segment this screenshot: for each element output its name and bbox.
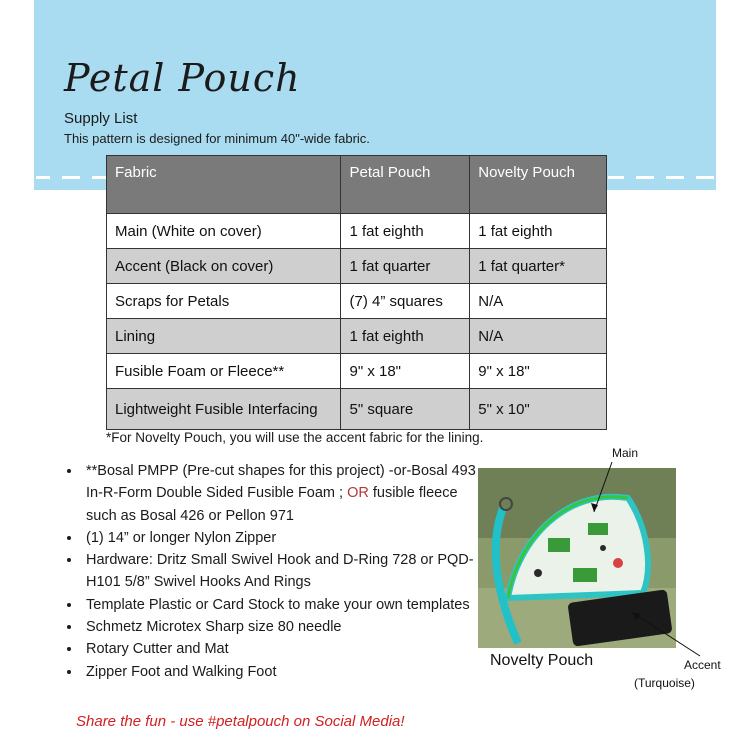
table-cell: Fusible Foam or Fleece**: [107, 354, 341, 389]
table-row: [107, 249, 607, 284]
table-footnote: *For Novelty Pouch, you will use the accent fabric for the lining.: [106, 430, 484, 445]
table-cell: 5" square: [341, 389, 470, 430]
table-header-row: [107, 156, 607, 214]
list-item-cutter: • Rotary Cutter and Mat: [82, 638, 492, 660]
supply-list: [62, 460, 492, 683]
table-row: [107, 319, 607, 354]
fabric-width-note: This pattern is designed for minimum 40"-wide fabric.: [64, 131, 370, 146]
label-turquoise: (Turquoise): [634, 676, 695, 690]
table-cell: 1 fat eighth: [470, 214, 607, 249]
dashed-line-segment: [636, 176, 654, 179]
table-cell: 1 fat quarter: [341, 249, 470, 284]
dashed-line-segment: [666, 176, 684, 179]
header-cell-petal-pouch: Petal Pouch: [341, 156, 470, 214]
dashed-line-segment: [36, 176, 50, 179]
list-item-bosal: [82, 460, 492, 527]
label-accent: Accent: [684, 658, 721, 672]
header-cell-novelty-pouch: Novelty Pouch: [470, 156, 607, 214]
list-item-zipper: • (1) 14” or longer Nylon Zipper: [82, 527, 492, 549]
table-cell: 5" x 10": [470, 389, 607, 430]
table-cell: 9" x 18": [470, 354, 607, 389]
dashed-line-segment: [92, 176, 106, 179]
supply-table: [106, 155, 607, 430]
or-text: OR: [347, 485, 369, 502]
photo-caption: Novelty Pouch: [490, 652, 594, 669]
dashed-line-segment: [62, 176, 80, 179]
table-cell: N/A: [470, 284, 607, 319]
table-cell: (7) 4” squares: [341, 284, 470, 319]
list-item-feet: • Zipper Foot and Walking Foot: [82, 661, 492, 683]
dashed-line-segment: [608, 176, 624, 179]
table-cell: 1 fat eighth: [341, 319, 470, 354]
table-cell: Scraps for Petals: [107, 284, 341, 319]
header-cell-fabric: Fabric: [107, 156, 341, 214]
table-cell: 1 fat eighth: [341, 214, 470, 249]
page-title: Petal Pouch: [64, 56, 301, 100]
table-row: [107, 284, 607, 319]
dashed-line-segment: [696, 176, 714, 179]
table-cell: Lining: [107, 319, 341, 354]
share-tagline: Share the fun - use #petalpouch on Social Media!: [76, 713, 405, 730]
table-cell: Lightweight Fusible Interfacing: [107, 389, 341, 430]
table-cell: N/A: [470, 319, 607, 354]
bosal-text: **Bosal PMPP (Pre-cut shapes for this project) -or-Bosal 493 In-R-Form Double Sided Fusible Foam ;: [86, 463, 476, 502]
table-cell: Accent (Black on cover): [107, 249, 341, 284]
bosal-text-cont: fusible fleece such as Bosal 426 or Pellon 971: [86, 485, 458, 524]
label-main: Main: [612, 446, 639, 460]
list-item-needle: • Schmetz Microtex Sharp size 80 needle: [82, 616, 492, 638]
table-row: [107, 354, 607, 389]
novelty-pouch-photo: [478, 468, 676, 648]
subtitle: Supply List: [64, 110, 138, 127]
table-row: [107, 214, 607, 249]
table-cell: 9" x 18": [341, 354, 470, 389]
list-item-hardware: • Hardware: Dritz Small Swivel Hook and D-Ring 728 or PQD-H101 5/8” Swivel Hooks And Rings: [82, 549, 492, 594]
list-item-template: • Template Plastic or Card Stock to make your own templates: [82, 594, 492, 616]
table-row: [107, 389, 607, 430]
table-cell: 1 fat quarter*: [470, 249, 607, 284]
table-cell: Main (White on cover): [107, 214, 341, 249]
